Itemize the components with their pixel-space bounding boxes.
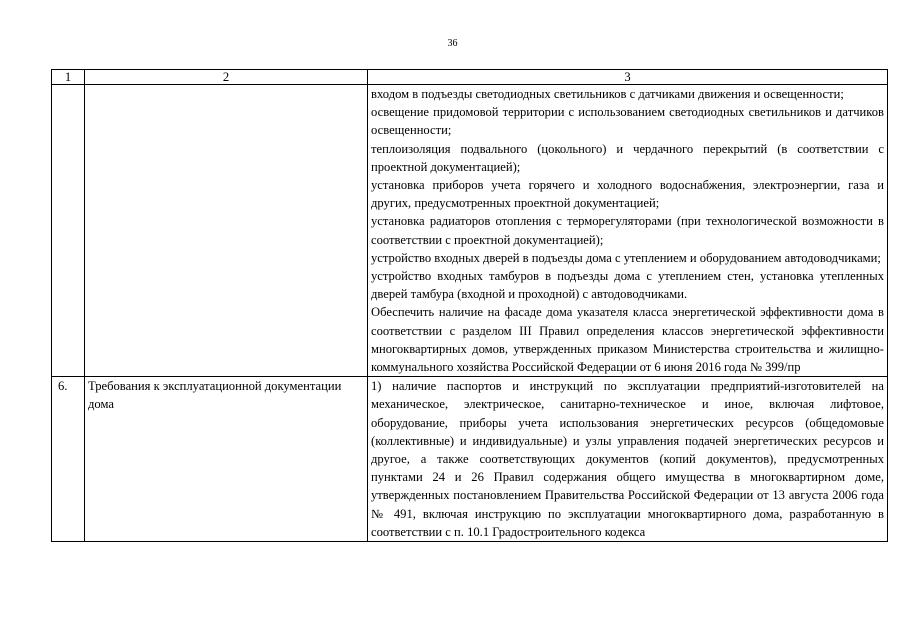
row-number xyxy=(52,85,85,377)
row-requirement-name: Требования к эксплуатационной документации дома xyxy=(85,377,368,542)
row-requirement-text xyxy=(368,377,888,542)
row-number: 6. xyxy=(52,377,85,542)
column-header-1: 1 xyxy=(52,70,85,85)
row-requirement-text xyxy=(368,85,888,377)
column-header-3: 3 xyxy=(368,70,888,85)
table-header-row xyxy=(52,70,888,85)
table-row xyxy=(52,377,888,542)
table-row xyxy=(52,85,888,377)
paragraph: устройство входных дверей в подъезды дома с утеплением и оборудованием автодоводчиками; xyxy=(371,250,881,265)
row-requirement-name xyxy=(85,85,368,377)
page-number: 36 xyxy=(447,38,458,49)
paragraph: устройство входных тамбуров в подъезды дома с утеплением стен, установка утепленных дверей тамбура (входной и проходной) с автодоводчиками. xyxy=(371,269,884,302)
paragraph: Обеспечить наличие на фасаде дома указателя класса энергетической эффективности дома в соответствии с разделом III Правил определения классов энергетической эффективности многоквартирных домов, утвержденных приказом Министерства строительства и жилищно-коммунального хозяйства Российской Федерации от 6 июня 2016 года № 399/пр xyxy=(371,305,884,375)
column-header-2: 2 xyxy=(85,70,368,85)
paragraph: установка приборов учета горячего и холодного водоснабжения, электроэнергии, газа и других, предусмотренных проектной документацией; xyxy=(371,178,884,211)
requirements-table xyxy=(51,69,888,542)
paragraph: освещение придомовой территории с использованием светодиодных светильников и датчиков освещенности; xyxy=(371,105,884,138)
paragraph: установка радиаторов отопления с терморегуляторами (при технологической возможности в соответствии с проектной документацией); xyxy=(371,214,884,247)
paragraph: 1) наличие паспортов и инструкций по эксплуатации предприятий-изготовителей на механическое, электрическое, санитарно-техническое и иное, включая лифтовое, оборудование, приборы учета использования энергетических ресурсов (общедомовые (коллективные) и индивидуальные) и узлы управления подачей энергетических ресурсов и другое, а также соответствующих документов (копий документов), предусмотренных пунктами 24 и 26 Правил содержания общего имущества в многоквартирном доме, утвержденных постановлением Правительства Российской Федерации от 13 августа 2006 года № 491, включая инструкцию по эксплуатации многоквартирного дома, разработанную в соответствии с п. 10.1 Градостроительного кодекса xyxy=(371,379,884,539)
paragraph: входом в подъезды светодиодных светильников с датчиками движения и освещенности; xyxy=(371,87,844,101)
paragraph: теплоизоляция подвального (цокольного) и чердачного перекрытий (в соответствии с проектной документацией); xyxy=(371,141,884,174)
